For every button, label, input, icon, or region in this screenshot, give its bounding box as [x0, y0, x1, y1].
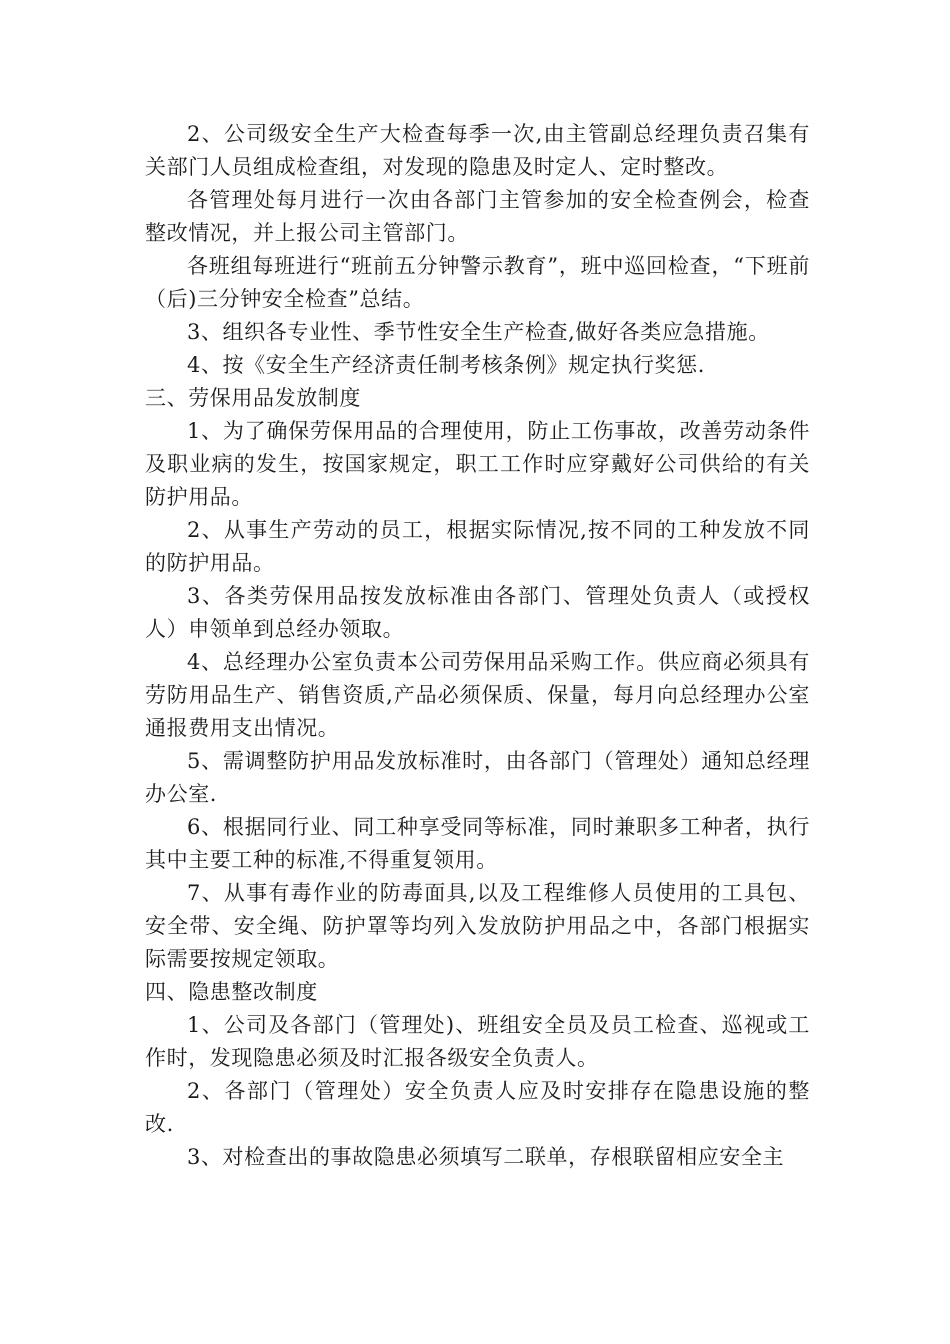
paragraph-hazard-2: 2、各部门（管理处）安全负责人应及时安排存在隐患设施的整改.: [145, 1079, 810, 1136]
paragraph-3-special-inspection: 3、组织各专业性、季节性安全生产检查,做好各类应急措施。: [187, 320, 770, 344]
paragraph-management-monthly-meeting: 各管理处每月进行一次由各部门主管参加的安全检查例会，检查整改情况，并上报公司主管部门。: [145, 188, 810, 245]
paragraph-ppe-4: 4、总经理办公室负责本公司劳保用品采购工作。供应商必须具有劳防用品生产、销售资质,产品必须保质、保量，每月向总经理办公室通报费用支出情况。: [145, 650, 810, 740]
paragraph-ppe-2: 2、从事生产劳动的员工，根据实际情况,按不同的工种发放不同的防护用品。: [145, 518, 810, 575]
paragraph-4-rewards-penalties: 4、按《安全生产经济责任制考核条例》规定执行奖惩.: [187, 353, 706, 377]
paragraph-ppe-5: 5、需调整防护用品发放标准时，由各部门（管理处）通知总经理办公室.: [145, 749, 810, 806]
paragraph-2-company-inspection: 2、公司级安全生产大检查每季一次,由主管副总经理负责召集有关部门人员组成检查组，对发现的隐患及时定人、定时整改。: [145, 122, 810, 179]
section-heading-3-ppe: 三、劳保用品发放制度: [145, 386, 361, 410]
paragraph-ppe-1: 1、为了确保劳保用品的合理使用，防止工伤事故，改善劳动条件及职业病的发生，按国家规定，职工工作时应穿戴好公司供给的有关防护用品。: [145, 419, 810, 509]
paragraph-ppe-3: 3、各类劳保用品按发放标准由各部门、管理处负责人（或授权人）申领单到总经办领取。: [145, 584, 810, 641]
paragraph-ppe-6: 6、根据同行业、同工种享受同等标准，同时兼职多工种者，执行其中主要工种的标准,不得重复领用。: [145, 815, 810, 872]
paragraph-team-shift-education: 各班组每班进行“班前五分钟警示教育”，班中巡回检查，“下班前（后)三分钟安全检查”总结。: [145, 254, 810, 311]
paragraph-hazard-1: 1、公司及各部门（管理处)、班组安全员及员工检查、巡视或工作时，发现隐患必须及时汇报各级安全负责人。: [145, 1013, 810, 1070]
paragraph-hazard-3: 3、对检查出的事故隐患必须填写二联单，存根联留相应安全主: [187, 1145, 785, 1169]
section-heading-4-hazard: 四、隐患整改制度: [145, 980, 318, 1004]
paragraph-ppe-7: 7、从事有毒作业的防毒面具,以及工程维修人员使用的工具包、安全带、安全绳、防护罩等均列入发放防护用品之中，各部门根据实际需要按规定领取。: [145, 881, 810, 971]
document-body: [145, 118, 810, 1174]
